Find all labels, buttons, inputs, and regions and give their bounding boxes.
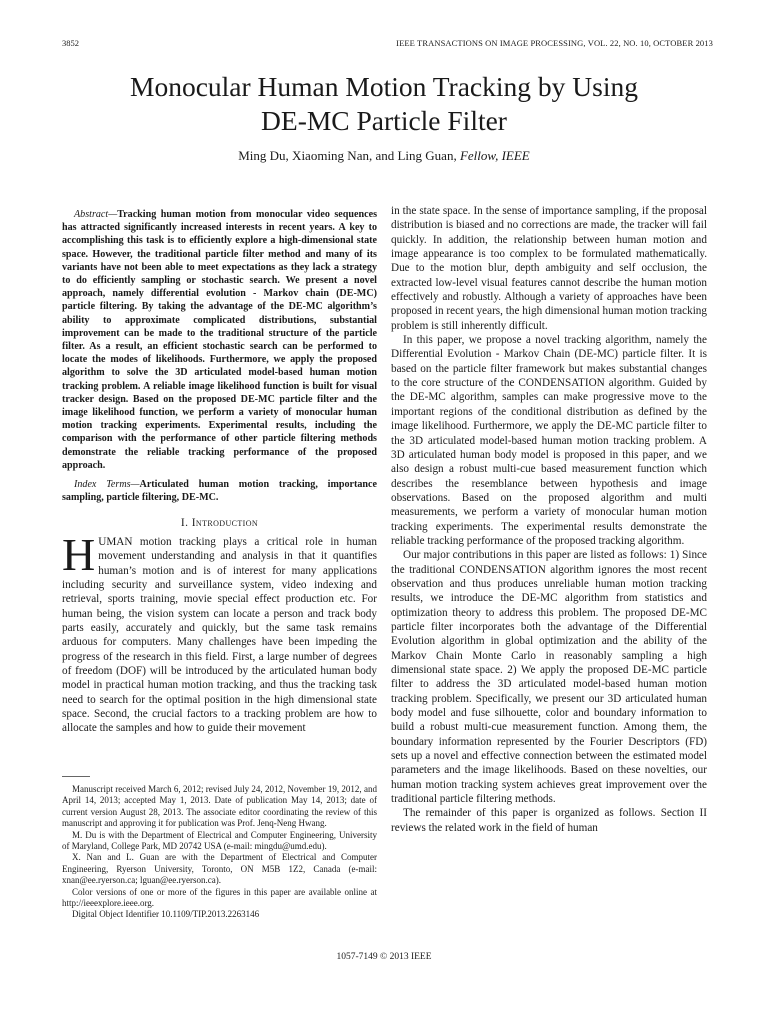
footnote-received: Manuscript received March 6, 2012; revised July 24, 2012, November 19, 2012, and April 14, 2013; accepted May 1, 2013. Date of publication May 14, 2013; date of current version August 28, 2013. The associate editor coordinating the review of this manuscript and approving it for publication was Prof. Jenq-Neng Hwang. [62,784,377,829]
intro-paragraph-1-text: UMAN motion tracking plays a critical role in human movement understanding and analysis in that it quantifies human’s motion and is of interest for many applications including security and surveillance system, video indexing and retrieval, sports training, movie special effect production etc. For human being, the vision system can locate a person and track body parts easily, accurately and quickly, but the same task remains arduous for computers. Many challenges have been impeding the progress of the research in this field. First, a large number of degrees of freedom (DOF) will be introduced by the articulated human body model in practical human motion tracking, and thus the tracking task need to search for the optimal position in the high dimensional state space. Second, the crucial factors to a tracking problem are how to allocate the samples and how to guide their movement [62,535,377,735]
title-line-1: Monocular Human Motion Tracking by Using [130,71,638,102]
index-terms-lead: Index Terms— [74,479,140,491]
journal-running-title: IEEE TRANSACTIONS ON IMAGE PROCESSING, VOL. 22, NO. 10, OCTOBER 2013 [396,38,713,48]
footnote-nan-guan-affiliation: X. Nan and L. Guan are with the Department of Electrical and Computer Engineering, Ryerson University, Toronto, ON M5B 1Z2, Canada (e-mail: xnan@ee.ryerson.ca; lguan@ee.ryerson.ca). [62,852,377,886]
section-title: Introduction [191,517,259,530]
author-list [0,148,768,164]
footnote-rule [62,776,90,777]
abstract [62,208,377,472]
section-numeral: I. [180,517,189,530]
intro-paragraph-4: The remainder of this paper is organized as follows. Section II reviews the related work in the field of human [391,807,707,834]
index-terms-text: Articulated human motion tracking, importance sampling, particle filtering, DE-MC. [62,479,378,504]
author-names: Ming Du, Xiaoming Nan, and Ling Guan, [238,148,457,163]
abstract-lead: Abstract— [74,209,118,220]
footnote-doi: Digital Object Identifier 10.1109/TIP.2013.2263146 [72,909,260,920]
intro-paragraph-2: In this paper, we propose a novel tracking algorithm, namely the Differential Evolution - Markov Chain (DE-MC) particle filter. It is based on the particle filter framework but makes substantial changes to the core structure of the CONDENSATION algorithm. Guided by the DE-MC algorithm, samples can make progressive move to the important regions of the conditional distribution as defined by the image likelihood. Furthermore, we apply the DE-MC particle filter to the 3D articulated model-based human motion tracking problem. A 3D articulated human body model is proposed in this paper, and we also design a robust multi-cue based measurement function which describes the resemblance between hypothesis and image observations. Based on the proposed algorithm and multi measurements, we perform a variety of monocular human motion tracking experiments. The experimental results demonstrate the reliable tracking performance of the proposed tracking algorithm. [391,334,707,547]
title-line-2: DE-MC Particle Filter [261,105,507,136]
footnotes [62,784,377,921]
index-terms [62,478,377,504]
footnote-color-versions: Color versions of one or more of the figures in this paper are available online at http://ieeexplore.ieee.org. [62,886,377,909]
issn-copyright: 1057-7149 © 2013 IEEE [336,952,432,962]
left-column [62,204,377,736]
paper-title [0,70,768,138]
right-column [391,204,707,835]
section-heading-introduction [62,516,377,530]
intro-paragraph-1 [62,528,377,736]
page-number: 3852 [62,38,79,48]
running-header [62,38,713,52]
author-fellow-title: Fellow, IEEE [459,148,530,163]
intro-paragraph-continued: in the state space. In the sense of importance sampling, if the proposal distribution is biased and no corrections are made, the tracker will fail quickly. In addition, the relationship between human motion and image appearance is too complex to be formulated mathematically. Due to the motion blur, depth ambiguity and self occlusion, the extracted low-level visual features cannot describe the human motion effectively and robustly. Although a variety of approaches have been proposed in recent years, the high dimensional human motion tracking problem is still inherently difficult. [391,205,707,332]
footnote-du-affiliation: M. Du is with the Department of Electrical and Computer Engineering, University of Maryland, College Park, MD 20742 USA (e-mail: mingdu@umd.edu). [62,829,377,852]
intro-paragraph-3: Our major contributions in this paper are listed as follows: 1) Since the traditional CONDENSATION algorithm ignores the most recent observation and thus produces unreliable human motion tracking results, we introduce the DE-MC algorithm from statistics and optimization theory to address this problem. The proposed DE-MC particle filter incorporates both the advantage of the Differential Evolution algorithm in global optimization and the ability of the Markov Chain Monte Carlo in reasonably sampling a high dimensional state space. 2) We apply the proposed DE-MC particle filter to address the 3D articulated model-based human motion tracking problem. Specifically, we present our 3D articulated human body model and fuse silhouette, color and boundary information to build a robust multi-cue measurement function. Among them, the boundary information represented by the Fourier Descriptors (FD) sets up a novel and effective connection between the estimated model parameters and the image likelihoods. Based on these novelties, our human motion tracking system achieves great improvement over the traditional particle filtering methods. [391,549,707,806]
drop-cap: H [62,528,96,580]
abstract-text: Tracking human motion from monocular video sequences has attracted significantly increased interests in recent years. A key to accomplishing this task is to efficiently explore a high-dimensional state space. However, the traditional particle filter method and many of its variants have not been able to meet expectations as they lack a strategy to do efficiently sampling or stochastic search. We present a novel approach, namely differential evolution - Markov chain (DE-MC) particle filtering. By taking the advantage of the DE-MC algorithm’s ability to approximate complicated distributions, substantial improvement can be made to the traditional structure of the particle filter. As a result, an efficient stochastic search can be performed to locate the modes of likelihoods. Furthermore, we apply the proposed algorithm to solve the 3D articulated model-based human motion tracking problem. A reliable image likelihood function is built for visual tracker design. Based on the proposed DE-MC particle filter and the image likelihood function, we perform a variety of monocular human motion tracking experiments. Experimental results, including the comparison with the performance of other particle filtering methods demonstrate the reliable tracking performance of the proposed approach. [62,209,377,471]
